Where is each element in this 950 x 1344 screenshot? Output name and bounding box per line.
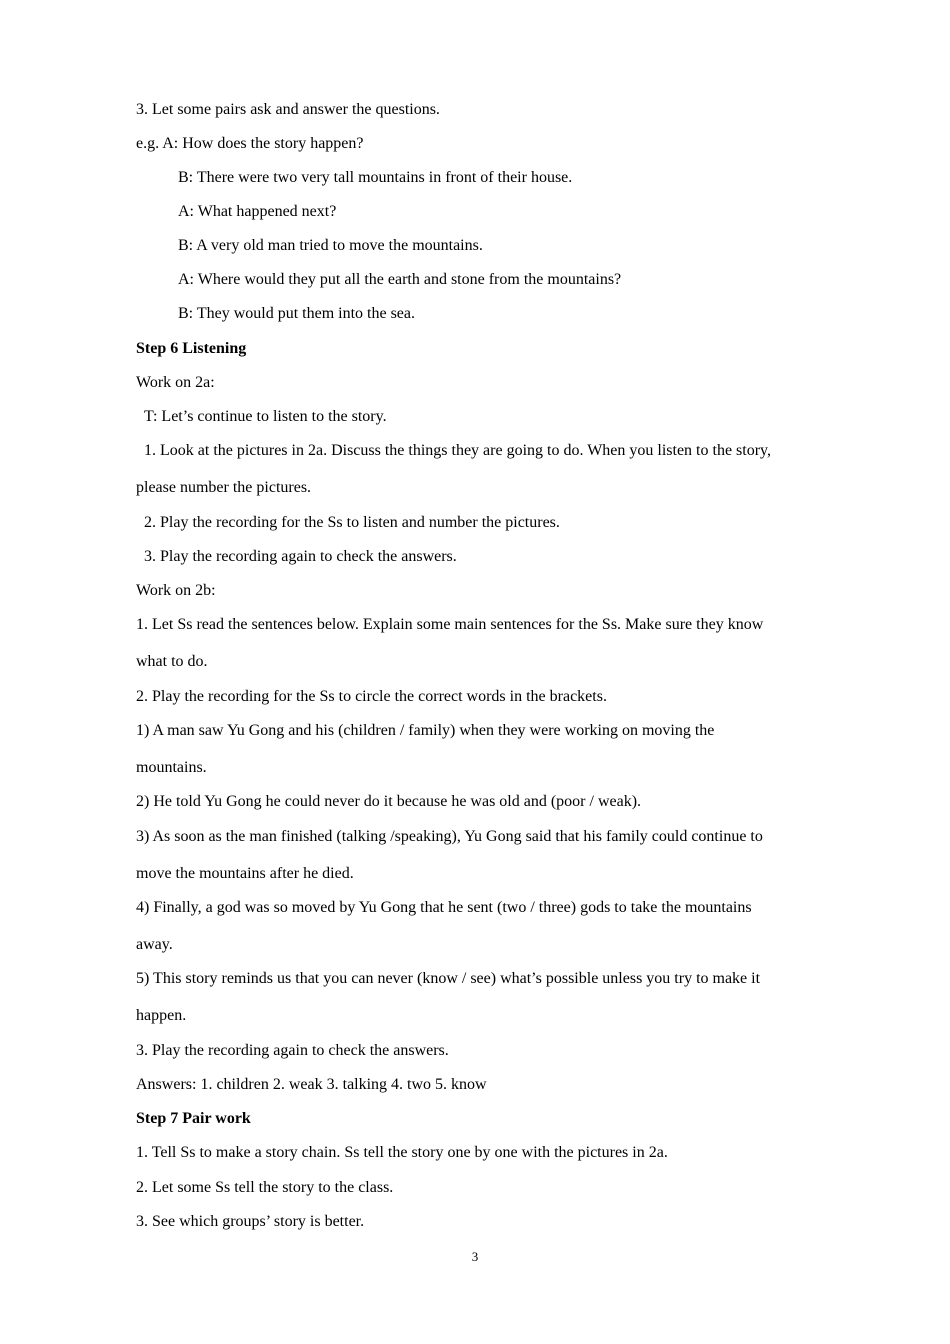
text-line: 3) As soon as the man finished (talking /speaking), Yu Gong said that his family could continue to bbox=[136, 828, 763, 845]
text-line: 4) Finally, a god was so moved by Yu Gong that he sent (two / three) gods to take the mountains bbox=[136, 899, 752, 916]
section-heading: Step 7 Pair work bbox=[136, 1110, 251, 1127]
text-line: 3. Play the recording again to check the answers. bbox=[144, 548, 457, 565]
text-line: 1. Look at the pictures in 2a. Discuss the things they are going to do. When you listen to the story, bbox=[144, 442, 772, 459]
text-line: 1. Tell Ss to make a story chain. Ss tell the story one by one with the pictures in 2a. bbox=[136, 1144, 668, 1161]
text-line: please number the pictures. bbox=[136, 479, 312, 496]
text-line: T: Let’s continue to listen to the story. bbox=[144, 408, 387, 425]
text-line: A: Where would they put all the earth and stone from the mountains? bbox=[178, 271, 622, 288]
text-line: Work on 2b: bbox=[136, 582, 216, 599]
text-line: away. bbox=[136, 936, 173, 953]
text-line: what to do. bbox=[136, 653, 208, 670]
text-line: 1) A man saw Yu Gong and his (children / family) when they were working on moving the bbox=[136, 722, 715, 739]
text-line: 2. Let some Ss tell the story to the class. bbox=[136, 1179, 394, 1196]
text-line: 1. Let Ss read the sentences below. Explain some main sentences for the Ss. Make sure they know bbox=[136, 616, 764, 633]
text-line: 3. Play the recording again to check the answers. bbox=[136, 1042, 449, 1059]
text-line: 5) This story reminds us that you can never (know / see) what’s possible unless you try to make it bbox=[136, 970, 761, 987]
text-line: 3. See which groups’ story is better. bbox=[136, 1213, 365, 1230]
answers-line: Answers: 1. children 2. weak 3. talking 4. two 5. know bbox=[136, 1076, 487, 1093]
text-line: e.g. A: How does the story happen? bbox=[136, 135, 364, 152]
text-line: 3. Let some pairs ask and answer the questions. bbox=[136, 101, 440, 118]
text-line: 2. Play the recording for the Ss to circle the correct words in the brackets. bbox=[136, 688, 607, 705]
text-line: Work on 2a: bbox=[136, 374, 215, 391]
section-heading: Step 6 Listening bbox=[136, 340, 247, 357]
text-line: move the mountains after he died. bbox=[136, 865, 354, 882]
text-line: mountains. bbox=[136, 759, 207, 776]
text-line: 2) He told Yu Gong he could never do it because he was old and (poor / weak). bbox=[136, 793, 642, 810]
text-line: B: A very old man tried to move the mountains. bbox=[178, 237, 483, 254]
text-line: B: There were two very tall mountains in front of their house. bbox=[178, 169, 573, 186]
page-number: 3 bbox=[471, 1249, 479, 1264]
text-line: happen. bbox=[136, 1007, 187, 1024]
text-line: A: What happened next? bbox=[178, 203, 337, 220]
text-line: 2. Play the recording for the Ss to listen and number the pictures. bbox=[144, 514, 560, 531]
text-line: B: They would put them into the sea. bbox=[178, 305, 416, 322]
